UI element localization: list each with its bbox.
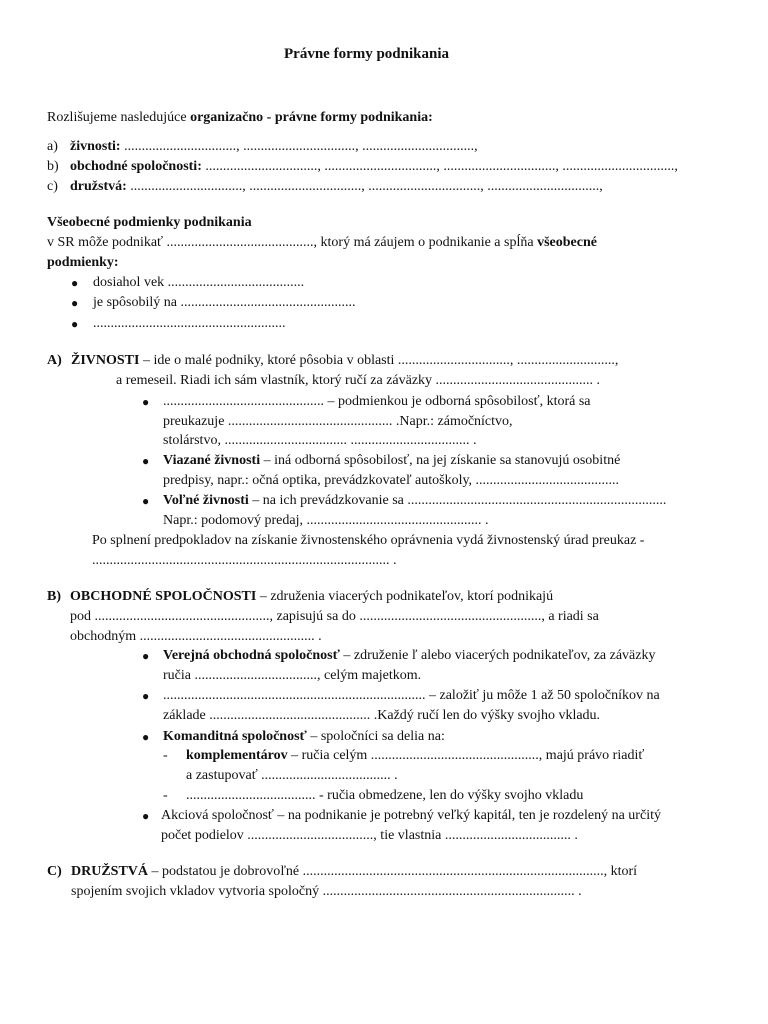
section-c-marker	[47, 862, 62, 882]
section-c-heading: DRUŽSTVÁ	[71, 864, 149, 879]
section-a-item-3-bold: Voľné živnosti	[163, 493, 249, 508]
general-heading-text: Všeobecné podmienky podnikania	[47, 215, 252, 230]
form-b-label: obchodné spoločnosti:	[70, 159, 202, 174]
general-heading	[47, 213, 252, 233]
bullet-icon: ●	[142, 689, 150, 703]
form-c-marker: c)	[47, 179, 58, 194]
section-a-item-3-line-1	[163, 491, 666, 511]
form-b-text: ................................, ................................, ................................, ................................,	[201, 159, 678, 174]
section-b-item-1-text: – združenie ľ alebo viacerých podnikateľov, za záväzky	[339, 648, 656, 663]
bullet-icon: ●	[142, 649, 150, 663]
section-a-item-1-line-3: stolárstvo, ................................... .................................. .	[163, 433, 477, 448]
bullet-icon: ●	[71, 276, 79, 290]
section-a-item-3-text: – na ich prevádzkovanie sa ..........................................................................	[248, 493, 667, 508]
bullet-icon: ●	[142, 454, 150, 468]
section-b-heading: OBCHODNÉ SPOLOČNOSTI	[70, 589, 257, 604]
section-a-item-1-line-1: .............................................. – podmienkou je odborná spôsobilosť, ktorá sa	[163, 394, 591, 409]
section-b-line-3: obchodným .................................................. .	[70, 629, 322, 644]
section-b-sub-1-line-2: a zastupovať ..................................... .	[186, 768, 398, 783]
form-a-text: ................................, ................................, ................................,	[120, 139, 478, 154]
section-b-item-1-line-1	[163, 646, 655, 666]
general-bullet-1: dosiahol vek .......................................	[93, 275, 305, 290]
form-b-marker: b)	[47, 159, 59, 174]
bullet-icon: ●	[71, 296, 79, 310]
section-b-item-3-line-1	[163, 727, 445, 747]
general-line-1-bold: všeobecné	[537, 235, 597, 250]
section-b-item-3-bold: Komanditná spoločnosť	[163, 729, 307, 744]
dash-marker: -	[163, 788, 168, 803]
form-c-text: ................................, ................................, ................................, ................................,	[126, 179, 603, 194]
section-c-line-1-text: – podstatou je dobrovoľné ......................................................................................, ktorí	[148, 864, 638, 879]
bullet-icon: ●	[142, 809, 150, 823]
form-c-line	[70, 177, 603, 197]
section-b-marker-text: B)	[47, 589, 61, 604]
section-a-item-3-line-2: Napr.: podomový predaj, .................................................. .	[163, 513, 489, 528]
section-b-item-2-line-1: ........................................................................... – založiť ju môže 1 až 50 spoločníkov na	[163, 688, 660, 703]
bullet-icon: ●	[142, 395, 150, 409]
intro-text: Rozlišujeme nasledujúce	[47, 110, 191, 125]
section-a-item-2-text: – iná odborná spôsobilosť, na jej získanie sa stanovujú osobitné	[260, 453, 621, 468]
section-b-item-4-line-1: Akciová spoločnosť – na podnikanie je potrebný veľký kapitál, ten je rozdelený na určitý	[161, 808, 661, 823]
section-a-after-line-2: ..................................................................................... .	[92, 553, 397, 568]
page-title: Právne formy podnikania	[284, 46, 450, 62]
intro-line	[47, 108, 433, 128]
section-b-item-2-line-2: základe .............................................. .Každý ručí len do výšky svojho vkladu.	[163, 708, 601, 723]
general-bullet-2: je spôsobilý na ..................................................	[93, 295, 356, 310]
general-line-1-text: v SR môže podnikať .........................................., ktorý má záujem o podnikanie a spĺňa	[47, 235, 538, 250]
section-b-line-1	[70, 587, 553, 607]
general-bullet-3: .......................................................	[93, 316, 286, 331]
section-a-item-2-line-1	[163, 451, 620, 471]
section-b-line-1-text: – združenia viacerých podnikateľov, ktorí podnikajú	[256, 589, 554, 604]
form-a-label: živnosti:	[70, 139, 121, 154]
section-a-marker-text: A)	[47, 353, 62, 368]
section-a-after-line-1: Po splnení predpokladov na získanie živnostenského oprávnenia vydá živnostenský úrad preukaz -	[92, 533, 645, 548]
bullet-icon: ●	[142, 730, 150, 744]
section-b-sub-1-bold: komplementárov	[186, 748, 288, 763]
section-c-marker-text: C)	[47, 864, 62, 879]
section-a-item-1-line-2: preukazuje ............................................... .Napr.: zámočníctvo,	[163, 414, 513, 429]
section-b-item-4-line-2: počet podielov ...................................., tie vlastnia .................................... .	[161, 828, 578, 843]
section-a-item-2-bold: Viazané živnosti	[163, 453, 261, 468]
dash-marker: -	[163, 748, 168, 763]
section-c-line-1	[71, 862, 637, 882]
general-line-2	[47, 253, 119, 273]
section-a-line-2: a remeseil. Riadi ich sám vlastník, ktorý ručí za záväzky ............................................. .	[116, 373, 601, 388]
section-b-item-3-text: – spoločníci sa delia na:	[306, 729, 445, 744]
section-a-item-2-line-2: predpisy, napr.: očná optika, prevádzkovateľ autoškoly, .........................................	[163, 473, 620, 488]
section-b-line-2: pod .................................................., zapisujú sa do ...................................................., a riadi sa	[70, 609, 599, 624]
bullet-icon: ●	[71, 317, 79, 331]
section-a-line-1	[71, 351, 618, 371]
form-c-label: družstvá:	[70, 179, 127, 194]
section-b-item-1-bold: Verejná obchodná spoločnosť	[163, 648, 340, 663]
general-line-1	[47, 233, 597, 253]
intro-bold: organizačno - právne formy podnikania:	[190, 110, 433, 125]
bullet-icon: ●	[142, 494, 150, 508]
section-a-line-1-text: – ide o malé podniky, ktoré pôsobia v oblasti ................................, ............................,	[139, 353, 619, 368]
section-c-line-2: spojením svojich vkladov vytvoria spoločný ........................................................................ .	[71, 884, 582, 899]
general-line-2-bold: podmienky:	[47, 255, 119, 270]
form-a-marker: a)	[47, 139, 58, 154]
form-b-line	[70, 157, 678, 177]
section-b-marker	[47, 587, 61, 607]
form-a-line	[70, 137, 478, 157]
section-a-marker	[47, 351, 62, 371]
section-a-heading: ŽIVNOSTI	[71, 353, 140, 368]
section-b-sub-2-line-1: ..................................... - ručia obmedzene, len do výšky svojho vkladu	[186, 788, 584, 803]
section-b-item-1-line-2: ručia ..................................., celým majetkom.	[163, 668, 422, 683]
section-b-sub-1-line-1	[186, 746, 644, 766]
section-b-sub-1-text: – ručia celým ................................................, majú právo riadiť	[287, 748, 645, 763]
